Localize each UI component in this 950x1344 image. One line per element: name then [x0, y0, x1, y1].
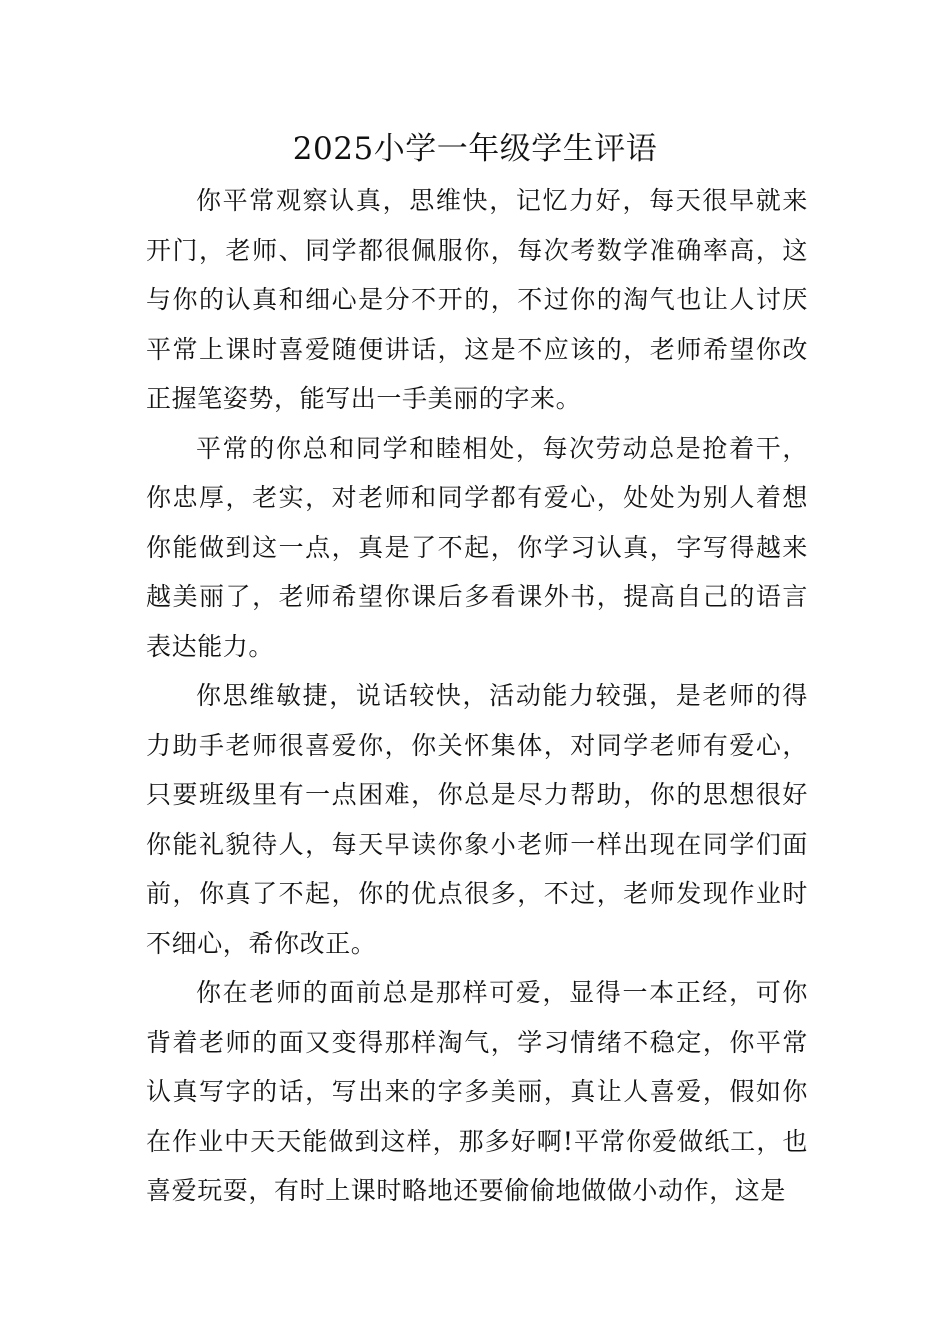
- document-body: [146, 176, 808, 1216]
- paragraph-4: 你在老师的面前总是那样可爱，显得一本正经，可你背着老师的面又变得那样淘气，学习情绪不稳定，你平常认真写字的话，写出来的字多美丽，真让人喜爱，假如你在作业中天天能做到这样，那多好啊!平常你爱做纸工，也喜爱玩耍，有时上课时略地还要偷偷地做做小动作，这是: [146, 978, 808, 1205]
- paragraph-2: 平常的你总和同学和睦相处，每次劳动总是抢着干，你忠厚，老实，对老师和同学都有爱心，处处为别人着想你能做到这一点，真是了不起，你学习认真，字写得越来越美丽了，老师希望你课后多看课外书，提高自己的语言表达能力。: [146, 433, 808, 661]
- paragraph-3: 你思维敏捷，说话较快，活动能力较强，是老师的得力助手老师很喜爱你，你关怀集体，对同学老师有爱心，只要班级里有一点困难，你总是尽力帮助，你的思想很好你能礼貌待人，每天早读你象小老师一样出现在同学们面前，你真了不起，你的优点很多，不过，老师发现作业时不细心，希你改正。: [146, 681, 808, 958]
- document-title: 2025小学一年级学生评语: [292, 131, 658, 167]
- paragraph-1: 你平常观察认真，思维快，记忆力好，每天很早就来开门，老师、同学都很佩服你，每次考数学准确率高，这与你的认真和细心是分不开的，不过你的淘气也让人讨厌平常上课时喜爱随便讲话，这是不应该的，老师希望你改正握笔姿势，能写出一手美丽的字来。: [146, 186, 808, 413]
